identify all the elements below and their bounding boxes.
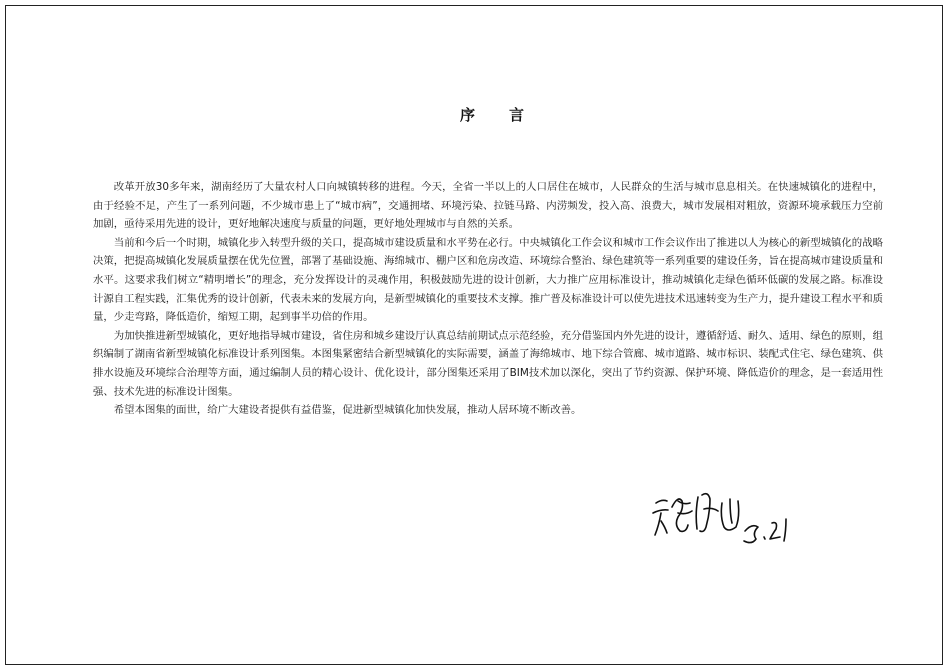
preface-body (93, 178, 883, 420)
page-title: 序言 (459, 106, 558, 124)
handwritten-signature (648, 483, 798, 558)
paragraph-1: 改革开放30多年来，湖南经历了大量农村人口向城镇转移的进程。今天，全省一半以上的人口居住在城市，人民群众的生活与城市息息相关。在快速城镇化的进程中，由于经验不足，产生了一系列问题，不少城市患上了“城市病”，交通拥堵、环境污染、拉链马路、内涝频发，投入高、浪费大，城市发展相对粗放，资源环境承载压力空前加剧，亟待采用先进的设计，更好地解决速度与质量的问题，更好地处理城市与自然的关系。 (93, 181, 883, 231)
paragraph-2: 当前和今后一个时期，城镇化步入转型升级的关口，提高城市建设质量和水平势在必行。中央城镇化工作会议和城市工作会议作出了推进以人为核心的新型城镇化的战略决策，把提高城镇化发展质量摆在优先位置，部署了基础设施、海绵城市、棚户区和危房改造、环境综合整治、绿色建筑等一系列重要的建设任务，旨在提高城市建设质量和水平。这要求我们树立“精明增长”的理念，充分发挥设计的灵魂作用，积极鼓励先进的设计创新，大力推广应用标准设计，推动城镇化走绿色循环低碳的发展之路。标准设计源自工程实践，汇集优秀的设计创新，代表未来的发展方向，是新型城镇化的重要技术支撑。推广普及标准设计可以使先进技术迅速转变为生产力，提升建设工程水平和质量，少走弯路，降低造价，缩短工期，起到事半功倍的作用。 (93, 236, 883, 324)
paragraph-4: 希望本图集的面世，给广大建设者提供有益借鉴，促进新型城镇化加快发展，推动人居环境不断改善。 (113, 404, 582, 417)
paragraph-3: 为加快推进新型城镇化，更好地指导城市建设，省住房和城乡建设厅认真总结前期试点示范经验，充分借鉴国内外先进的设计，遵循舒适、耐久、适用、绿色的原则，组织编制了湖南省新型城镇化标准设计系列图集。本图集紧密结合新型城镇化的实际需要，涵盖了海绵城市、地下综合管廊、城市道路、城市标识、装配式住宅、绿色建筑、供排水设施及环境综合治理等方面，通过编制人员的精心设计、优化设计，部分图集还采用了BIM技术加以深化，突出了节约资源、保护环境、降低造价的理念，是一套适用性强、技术先进的标准设计图集。 (93, 329, 883, 398)
